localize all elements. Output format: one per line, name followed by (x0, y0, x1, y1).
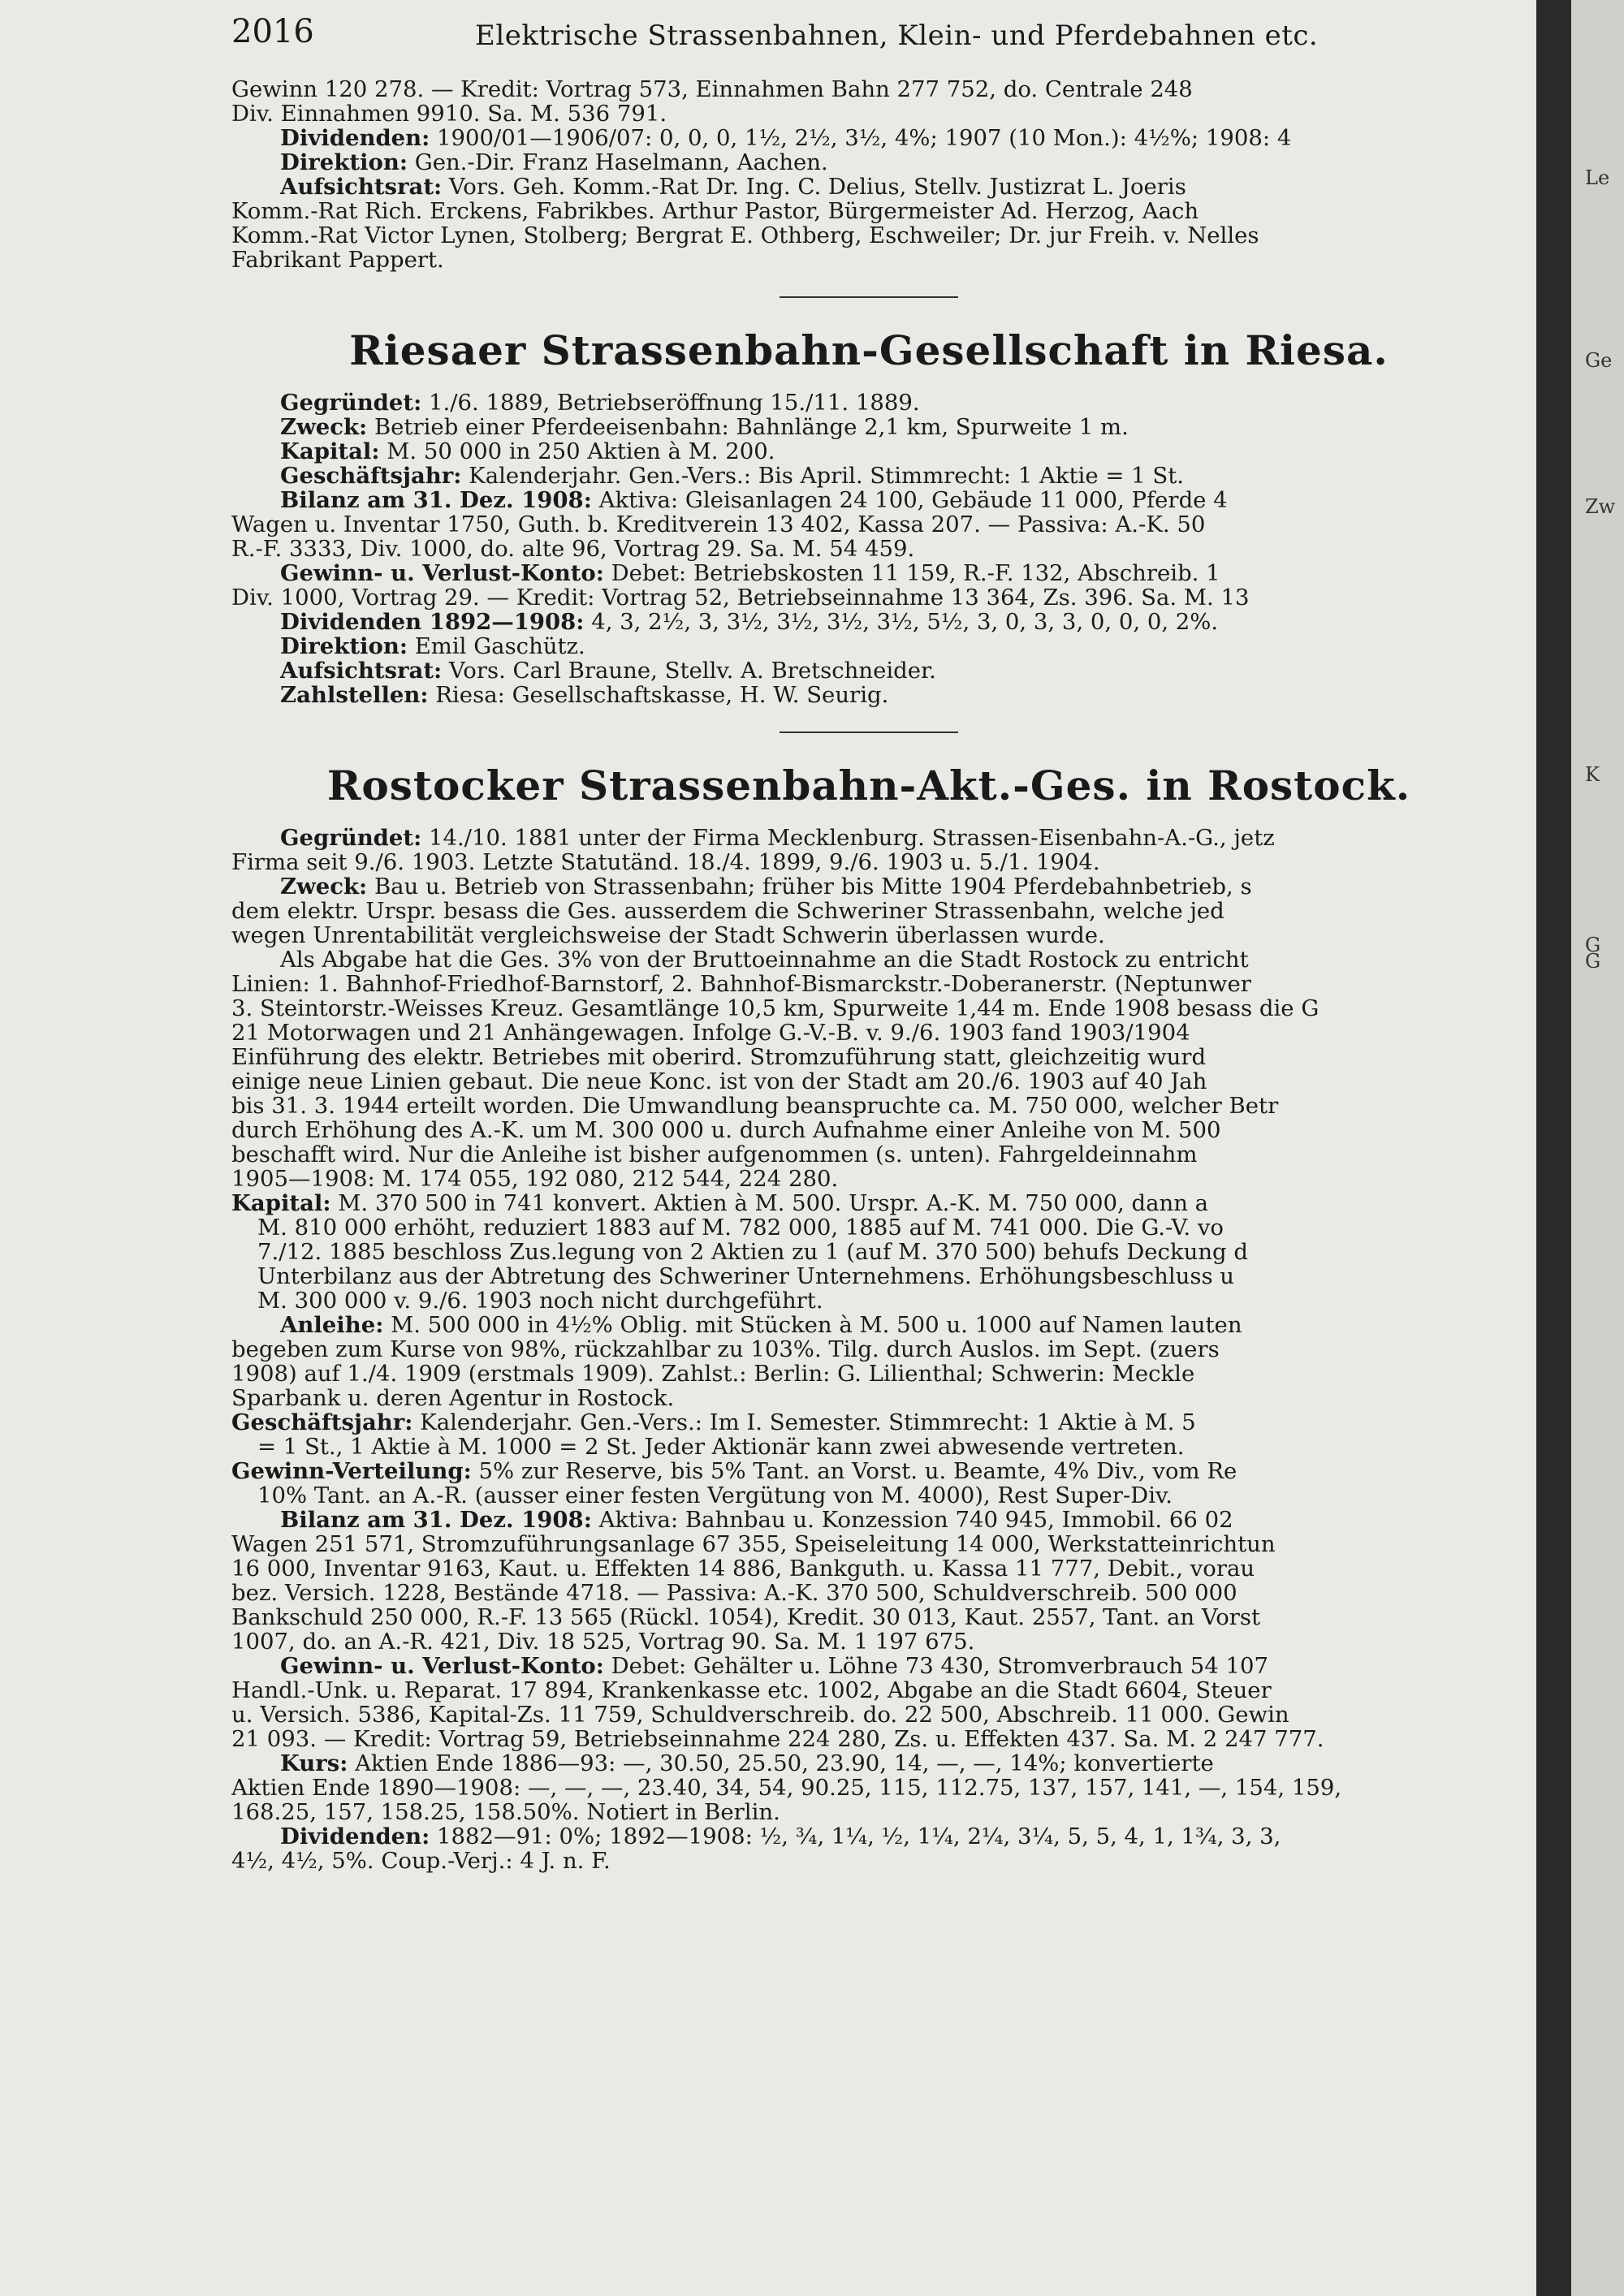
entry-text: 1882—91: 0%; 1892—1908: ½, ¾, 1¼, ½, 1¼, 2¼, 3¼, 5, 5, 4, 1, 1¾, 3, 3, (430, 1824, 1281, 1849)
entry-text: Wagen u. Inventar 1750, Guth. b. Kreditverein 13 402, Kassa 207. — Passiva: A.-K. 50 (231, 512, 1206, 537)
text-line (231, 1654, 1506, 1678)
text-line (231, 248, 1506, 272)
text-line (231, 488, 1506, 512)
margin-fragment: G (1585, 950, 1601, 973)
text-line (231, 1386, 1506, 1410)
entry-text: Aktiva: Gleisanlagen 24 100, Gebäude 11 000, Pferde 4 (591, 488, 1228, 512)
entry-label: Direktion: (280, 150, 408, 175)
top-section (231, 77, 1506, 272)
text-line (231, 1751, 1506, 1776)
entry-text: Sparbank u. deren Agentur in Rostock. (231, 1386, 675, 1410)
entry-text: = 1 St., 1 Aktie à M. 1000 = 2 St. Jeder Aktionär kann zwei abwesende vertreten. (257, 1435, 1185, 1459)
margin-fragment: Zw (1585, 495, 1616, 518)
entry-text: 1905—1908: M. 174 055, 192 080, 212 544, 224 280. (231, 1167, 839, 1191)
entry-text: M. 810 000 erhöht, reduziert 1883 auf M. 782 000, 1885 auf M. 741 000. Die G.-V. vo (257, 1215, 1224, 1240)
entry-label: Dividenden: (280, 1824, 430, 1849)
entry-text: Debet: Gehälter u. Löhne 73 430, Stromverbrauch 54 107 (603, 1654, 1268, 1678)
entry-text: beschafft wird. Nur die Anleihe ist bisher aufgenommen (s. unten). Fahrgeldeinnahm (231, 1142, 1198, 1167)
text-line (231, 199, 1506, 223)
entry-text: Bau u. Betrieb von Strassenbahn; früher bis Mitte 1904 Pferdebahnbetrieb, s (367, 874, 1252, 899)
entry-text: 4, 3, 2½, 3, 3½, 3½, 3½, 3½, 5½, 3, 0, 3, 3, 0, 0, 0, 2%. (584, 610, 1219, 634)
entry-label: Gewinn- u. Verlust-Konto: (280, 1654, 604, 1678)
entry-label: Kapital: (231, 1191, 331, 1215)
text-line (231, 826, 1506, 850)
text-line (231, 175, 1506, 199)
text-line (231, 1191, 1506, 1215)
entry-text: 7./12. 1885 beschloss Zus.legung von 2 Aktien zu 1 (auf M. 370 500) behufs Deckung d (257, 1240, 1248, 1264)
text-line (231, 1264, 1506, 1288)
entry-text: Gewinn 120 278. — Kredit: Vortrag 573, Einnahmen Bahn 277 752, do. Centrale 248 (231, 77, 1193, 101)
text-line (231, 1410, 1506, 1435)
text-line (231, 101, 1506, 126)
riesa-title: Riesaer Strassenbahn-Gesellschaft in Riesa. (349, 326, 1389, 374)
margin-fragment: Ge (1585, 349, 1613, 372)
entry-label: Geschäftsjahr: (231, 1410, 413, 1435)
entry-text: wegen Unrentabilität vergleichsweise der Stadt Schwerin überlassen wurde. (231, 923, 1105, 947)
text-line (231, 126, 1506, 150)
text-line (231, 1556, 1506, 1581)
text-line (231, 1800, 1506, 1824)
entry-label: Zahlstellen: (280, 683, 429, 707)
entry-text: Komm.-Rat Rich. Erckens, Fabrikbes. Arthur Pastor, Bürgermeister Ad. Herzog, Aach (231, 199, 1199, 223)
text-line (231, 874, 1506, 899)
entry-text: Kalenderjahr. Gen.-Vers.: Im I. Semester. Stimmrecht: 1 Aktie à M. 5 (412, 1410, 1196, 1435)
running-title: Elektrische Strassenbahnen, Klein- und Pferdebahnen etc. (475, 19, 1319, 52)
entry-text: dem elektr. Urspr. besass die Ges. ausserdem die Schweriner Strassenbahn, welche jed (231, 899, 1224, 923)
section-divider (780, 296, 958, 298)
entry-text: Riesa: Gesellschaftskasse, H. W. Seurig. (428, 683, 889, 707)
rostock-title: Rostocker Strassenbahn-Akt.-Ges. in Rostock. (326, 762, 1411, 809)
text-line (231, 1532, 1506, 1556)
entry-text: Aktiva: Bahnbau u. Konzession 740 945, Immobil. 66 02 (591, 1508, 1233, 1532)
entry-text: 168.25, 157, 158.25, 158.50%. Notiert in Berlin. (231, 1800, 780, 1824)
text-line (231, 683, 1506, 707)
entry-label: Bilanz am 31. Dez. 1908: (280, 1508, 592, 1532)
text-line (231, 1824, 1506, 1849)
entry-label: Kurs: (280, 1751, 348, 1776)
entry-text: bez. Versich. 1228, Bestände 4718. — Passiva: A.-K. 370 500, Schuldverschreib. 500 000 (231, 1581, 1237, 1605)
entry-text: Fabrikant Pappert. (231, 248, 444, 272)
entry-text: 1908) auf 1./4. 1909 (erstmals 1909). Zahlst.: Berlin: G. Lilienthal; Schwerin: Meckle (231, 1362, 1195, 1386)
entry-text: Aktien Ende 1890—1908: —, —, —, 23.40, 34, 54, 90.25, 115, 112.75, 137, 157, 141, —, 154, 159, (231, 1776, 1342, 1800)
text-line (231, 512, 1506, 537)
entry-text: M. 50 000 in 250 Aktien à M. 200. (379, 439, 775, 464)
entry-text: Gen.-Dir. Franz Haselmann, Aachen. (407, 150, 828, 175)
text-line (231, 972, 1506, 996)
entry-text: 5% zur Reserve, bis 5% Tant. an Vorst. u. Beamte, 4% Div., vom Re (471, 1459, 1237, 1483)
entry-label: Direktion: (280, 634, 408, 658)
text-line (231, 1142, 1506, 1167)
text-line (231, 1288, 1506, 1313)
entry-label: Gewinn-Verteilung: (231, 1459, 472, 1483)
entry-label: Geschäftsjahr: (280, 464, 462, 488)
entry-text: Vors. Carl Braune, Stellv. A. Bretschneider. (442, 658, 936, 683)
text-line (231, 223, 1506, 248)
entry-text: Div. 1000, Vortrag 29. — Kredit: Vortrag 52, Betriebseinnahme 13 364, Zs. 396. Sa. M. 13 (231, 585, 1250, 610)
text-line (231, 1727, 1506, 1751)
entry-text: 1007, do. an A.-R. 421, Div. 18 525, Vortrag 90. Sa. M. 1 197 675. (231, 1629, 975, 1654)
rostock-entry (231, 826, 1506, 1873)
entry-text: R.-F. 3333, Div. 1000, do. alte 96, Vortrag 29. Sa. M. 54 459. (231, 537, 915, 561)
entry-text: Wagen 251 571, Stromzuführungsanlage 67 355, Speiseleitung 14 000, Werkstatteinrichtun (231, 1532, 1276, 1556)
margin-fragment: G (1585, 934, 1601, 956)
text-line (231, 1118, 1506, 1142)
entry-text: u. Versich. 5386, Kapital-Zs. 11 759, Schuldverschreib. do. 22 500, Abschreib. 11 000. Gewin (231, 1703, 1289, 1727)
text-line (231, 1021, 1506, 1045)
text-line (231, 464, 1506, 488)
entry-text: Emil Gaschütz. (407, 634, 585, 658)
text-line (231, 77, 1506, 101)
text-line (231, 439, 1506, 464)
entry-text: 3. Steintorstr.-Weisses Kreuz. Gesamtlänge 10,5 km, Spurweite 1,44 m. Ende 1908 besass die G (231, 996, 1320, 1021)
text-line (231, 1459, 1506, 1483)
entry-label: Dividenden: (280, 126, 430, 150)
entry-label: Gegründet: (280, 826, 422, 850)
page-header (231, 13, 1531, 62)
entry-text: 14./10. 1881 unter der Firma Mecklenburg. Strassen-Eisenbahn-A.-G., jetz (421, 826, 1275, 850)
entry-text: Kalenderjahr. Gen.-Vers.: Bis April. Stimmrecht: 1 Aktie = 1 St. (461, 464, 1185, 488)
margin-fragment: K (1585, 763, 1600, 786)
entry-text: 21 Motorwagen und 21 Anhängewagen. Infolge G.-V.-B. v. 9./6. 1903 fand 1903/1904 (231, 1021, 1190, 1045)
text-line (231, 561, 1506, 585)
entry-text: Vors. Geh. Komm.-Rat Dr. Ing. C. Delius, Stellv. Justizrat L. Joeris (442, 175, 1186, 199)
text-line (231, 391, 1506, 415)
riesa-entry (231, 391, 1506, 707)
text-line (231, 996, 1506, 1021)
text-line (231, 610, 1506, 634)
text-line (231, 947, 1506, 972)
text-line (231, 923, 1506, 947)
entry-text: Div. Einnahmen 9910. Sa. M. 536 791. (231, 101, 667, 126)
text-line (231, 415, 1506, 439)
text-line (231, 1849, 1506, 1873)
entry-text: bis 31. 3. 1944 erteilt worden. Die Umwandlung beanspruchte ca. M. 750 000, welcher Betr (231, 1094, 1279, 1118)
entry-text: 16 000, Inventar 9163, Kaut. u. Effekten 14 886, Bankguth. u. Kassa 11 777, Debit., vorau (231, 1556, 1255, 1581)
entry-text: 4½, 4½, 5%. Coup.-Verj.: 4 J. n. F. (231, 1849, 611, 1873)
entry-text: Einführung des elektr. Betriebes mit oberird. Stromzuführung statt, gleichzeitig wurd (231, 1045, 1207, 1069)
entry-text: begeben zum Kurse von 98%, rückzahlbar zu 103%. Tilg. durch Auslos. im Sept. (zuers (231, 1337, 1220, 1362)
text-line (231, 634, 1506, 658)
entry-label: Aufsichtsrat: (280, 175, 443, 199)
text-line (231, 1167, 1506, 1191)
entry-text: Handl.-Unk. u. Reparat. 17 894, Krankenkasse etc. 1002, Abgabe an die Stadt 6604, Steuer (231, 1678, 1272, 1703)
entry-label: Dividenden 1892—1908: (280, 610, 585, 634)
text-line (231, 1483, 1506, 1508)
entry-label: Zweck: (280, 874, 368, 899)
text-line (231, 1776, 1506, 1800)
text-line (231, 537, 1506, 561)
text-line (231, 1045, 1506, 1069)
text-line (231, 1435, 1506, 1459)
text-line (231, 1069, 1506, 1094)
entry-label: Anleihe: (280, 1313, 384, 1337)
entry-text: durch Erhöhung des A.-K. um M. 300 000 u. durch Aufnahme einer Anleihe von M. 500 (231, 1118, 1221, 1142)
text-line (231, 1215, 1506, 1240)
text-line (231, 850, 1506, 874)
entry-label: Aufsichtsrat: (280, 658, 443, 683)
entry-text: Als Abgabe hat die Ges. 3% von der Bruttoeinnahme an die Stadt Rostock zu entricht (280, 947, 1249, 972)
text-line (231, 1337, 1506, 1362)
text-line (231, 1678, 1506, 1703)
entry-text: Unterbilanz aus der Abtretung des Schweriner Unternehmens. Erhöhungsbeschluss u (257, 1264, 1235, 1288)
text-line (231, 585, 1506, 610)
text-line (231, 658, 1506, 683)
text-line (231, 1605, 1506, 1629)
entry-label: Kapital: (280, 439, 380, 464)
entry-label: Gegründet: (280, 391, 422, 415)
entry-text: Komm.-Rat Victor Lynen, Stolberg; Bergrat E. Othberg, Eschweiler; Dr. jur Freih. v. Nelles (231, 223, 1259, 248)
entry-text: einige neue Linien gebaut. Die neue Konc. ist von der Stadt am 20./6. 1903 auf 40 Jah (231, 1069, 1207, 1094)
entry-text: Debet: Betriebskosten 11 159, R.-F. 132, Abschreib. 1 (603, 561, 1220, 585)
entry-text: M. 370 500 in 741 konvert. Aktien à M. 500. Urspr. A.-K. M. 750 000, dann a (330, 1191, 1209, 1215)
text-line (231, 1508, 1506, 1532)
page-number: 2016 (231, 13, 314, 50)
entry-text: M. 500 000 in 4½% Oblig. mit Stücken à M. 500 u. 1000 auf Namen lauten (383, 1313, 1242, 1337)
entry-text: 1./6. 1889, Betriebseröffnung 15./11. 1889. (421, 391, 920, 415)
text-line (231, 1362, 1506, 1386)
text-line (231, 1703, 1506, 1727)
entry-text: Bankschuld 250 000, R.-F. 13 565 (Rückl. 1054), Kredit. 30 013, Kaut. 2557, Tant. an Vorst (231, 1605, 1261, 1629)
section-divider (780, 732, 958, 733)
entry-text: 21 093. — Kredit: Vortrag 59, Betriebseinnahme 224 280, Zs. u. Effekten 437. Sa. M. 2 247 777. (231, 1727, 1324, 1751)
entry-text: 1900/01—1906/07: 0, 0, 0, 1½, 2½, 3½, 4%; 1907 (10 Mon.): 4½%; 1908: 4 (430, 126, 1292, 150)
text-line (231, 899, 1506, 923)
text-line (231, 150, 1506, 175)
text-line (231, 1240, 1506, 1264)
margin-fragment: Le (1585, 166, 1610, 189)
entry-label: Gewinn- u. Verlust-Konto: (280, 561, 604, 585)
adjacent-page-edge (1571, 0, 1624, 2296)
text-line (231, 1629, 1506, 1654)
entry-text: 10% Tant. an A.-R. (ausser einer festen Vergütung von M. 4000), Rest Super-Div. (257, 1483, 1173, 1508)
entry-text: M. 300 000 v. 9./6. 1903 noch nicht durchgeführt. (257, 1288, 823, 1313)
text-line (231, 1313, 1506, 1337)
entry-label: Zweck: (280, 415, 368, 439)
entry-text: Aktien Ende 1886—93: —, 30.50, 25.50, 23.90, 14, —, —, 14%; konvertierte (348, 1751, 1214, 1776)
text-line (231, 1094, 1506, 1118)
page-content (231, 77, 1506, 1873)
entry-text: Linien: 1. Bahnhof-Friedhof-Barnstorf, 2. Bahnhof-Bismarckstr.-Doberanerstr. (Neptunwer (231, 972, 1251, 996)
entry-text: Firma seit 9./6. 1903. Letzte Statutänd. 18./4. 1899, 9./6. 1903 u. 5./1. 1904. (231, 850, 1100, 874)
entry-text: Betrieb einer Pferdeeisenbahn: Bahnlänge 2,1 km, Spurweite 1 m. (367, 415, 1129, 439)
text-line (231, 1581, 1506, 1605)
entry-label: Bilanz am 31. Dez. 1908: (280, 488, 592, 512)
